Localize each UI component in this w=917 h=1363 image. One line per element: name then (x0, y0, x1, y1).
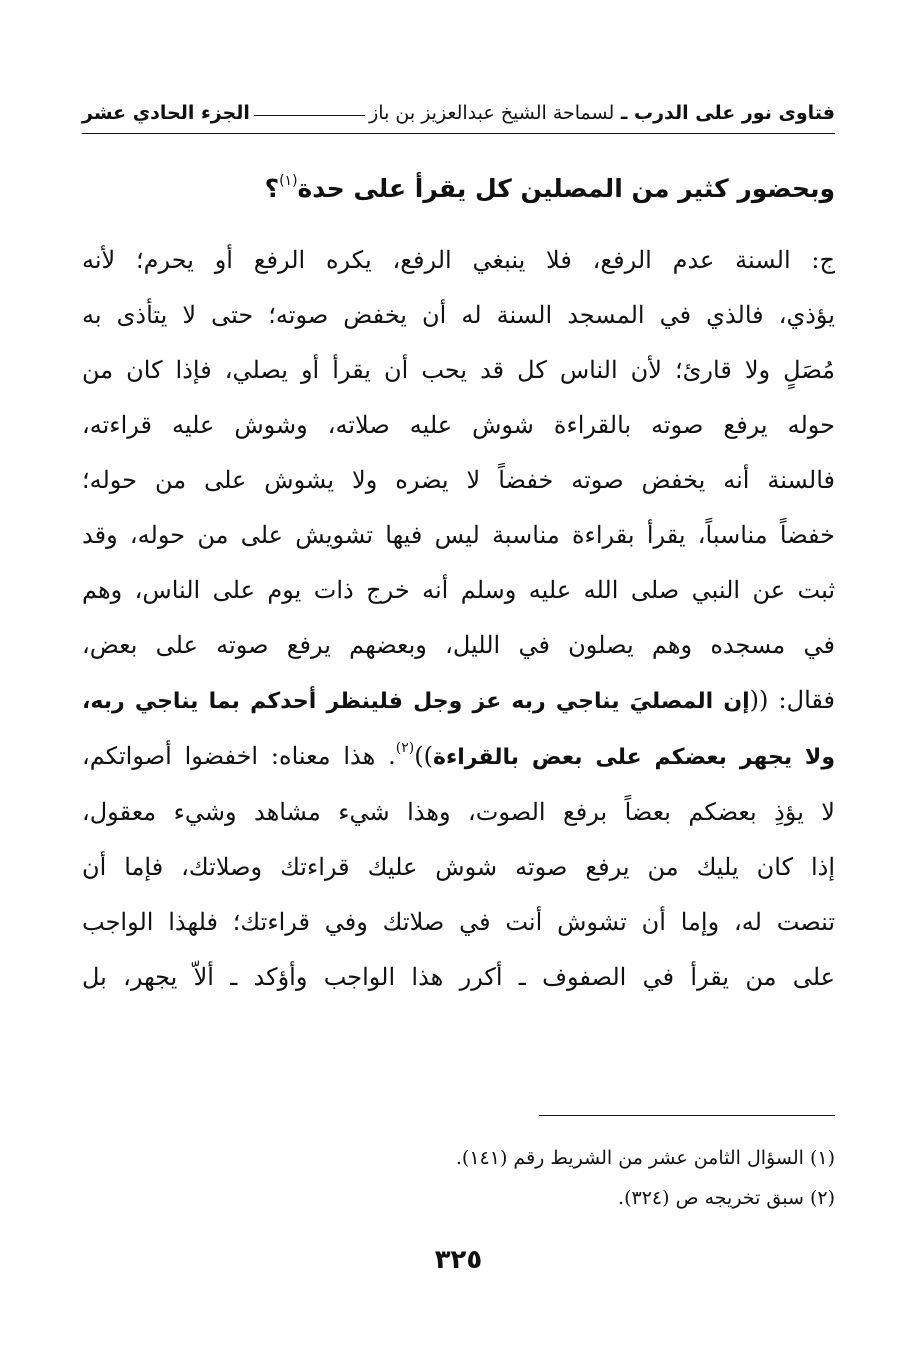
answer-line: إذا كان يليك من يرفع صوته شوش عليك قراءتك وصلاتك، فإما أن (82, 853, 835, 881)
answer-line: يؤذي، فالذي في المسجد السنة له أن يخفض صوته؛ حتى لا يتأذى به (82, 301, 835, 329)
footnote-1: (١) السؤال الثامن عشر من الشريط رقم (١٤١). (455, 1147, 835, 1169)
answer-line: مُصَلٍ ولا قارئ؛ لأن الناس كل قد يحب أن يقرأ أو يصلي، فإذا كان من (82, 356, 835, 384)
volume-label: الجزء الحادي عشر (82, 102, 250, 124)
answer-line: في مسجده وهم يصلون في الليل، وبعضهم يرفع صوته على بعض، (82, 631, 835, 659)
answer-line: تنصت له، وإما أن تشوش أنت في صلاتك وفي قراءتك؛ فلهذا الواجب (82, 908, 835, 936)
footnote-rule (539, 1115, 835, 1116)
footnote-ref-2: (٢) (395, 740, 415, 756)
answer-line: خفضاً مناسباً، يقرأ بقراءة مناسبة ليس فيها تشويش على من حوله، وقد (82, 521, 835, 549)
hadith-line-1 (82, 673, 835, 729)
hadith-close: )) (414, 742, 433, 770)
answer-line: لا يؤذِ بعضكم بعضاً برفع الصوت، وهذا شيء مشاهد وشيء معقول، (82, 798, 835, 826)
page-number: ٣٢٥ (434, 1245, 483, 1275)
hadith-line-2 (82, 729, 835, 785)
running-header (82, 96, 835, 130)
footnotes (82, 1138, 835, 1218)
header-rule (82, 133, 835, 134)
question-mark: ؟ (264, 174, 280, 203)
author-name: لسماحة الشيخ عبدالعزيز بن باز (369, 102, 615, 124)
answer-line: ج: السنة عدم الرفع، فلا ينبغي الرفع، يكره الرفع أو يحرم؛ لأنه (82, 246, 835, 274)
answer-body (82, 233, 835, 1005)
footnote-ref-1: (١) (279, 173, 298, 189)
answer-line: على من يقرأ في الصفوف ـ أكرر هذا الواجب وأؤكد ـ ألاّ يجهر، بل (82, 963, 835, 991)
header-separator-line (254, 115, 365, 116)
footnote-2: (٢) سبق تخريجه ص (٣٢٤). (618, 1187, 835, 1209)
hadith-intro: فقال: (( (749, 686, 835, 714)
hadith-text-part1: إن المصليَ يناجي ربه عز وجل فلينظر أحدكم بما يناجي ربه، (82, 689, 750, 714)
book-title: فتاوى نور على الدرب (634, 102, 835, 124)
hadith-text-part2: ولا يجهر بعضكم على بعض بالقراءة (432, 745, 835, 770)
answer-line: فالسنة أنه يخفض صوته خفضاً لا يضره ولا يشوش على من حوله؛ (82, 466, 835, 494)
answer-line: حوله يرفع صوته بالقراءة شوش عليه صلاته، وشوش عليه قراءته، (82, 411, 835, 439)
header-dash: ـ (614, 102, 634, 124)
question-line (82, 164, 835, 214)
question-text: وبحضور كثير من المصلين كل يقرأ على حدة (297, 174, 835, 203)
answer-line: ثبت عن النبي صلى الله عليه وسلم أنه خرج ذات يوم على الناس، وهم (82, 576, 835, 604)
hadith-explanation: . هذا معناه: اخفضوا أصواتكم، (82, 742, 396, 770)
